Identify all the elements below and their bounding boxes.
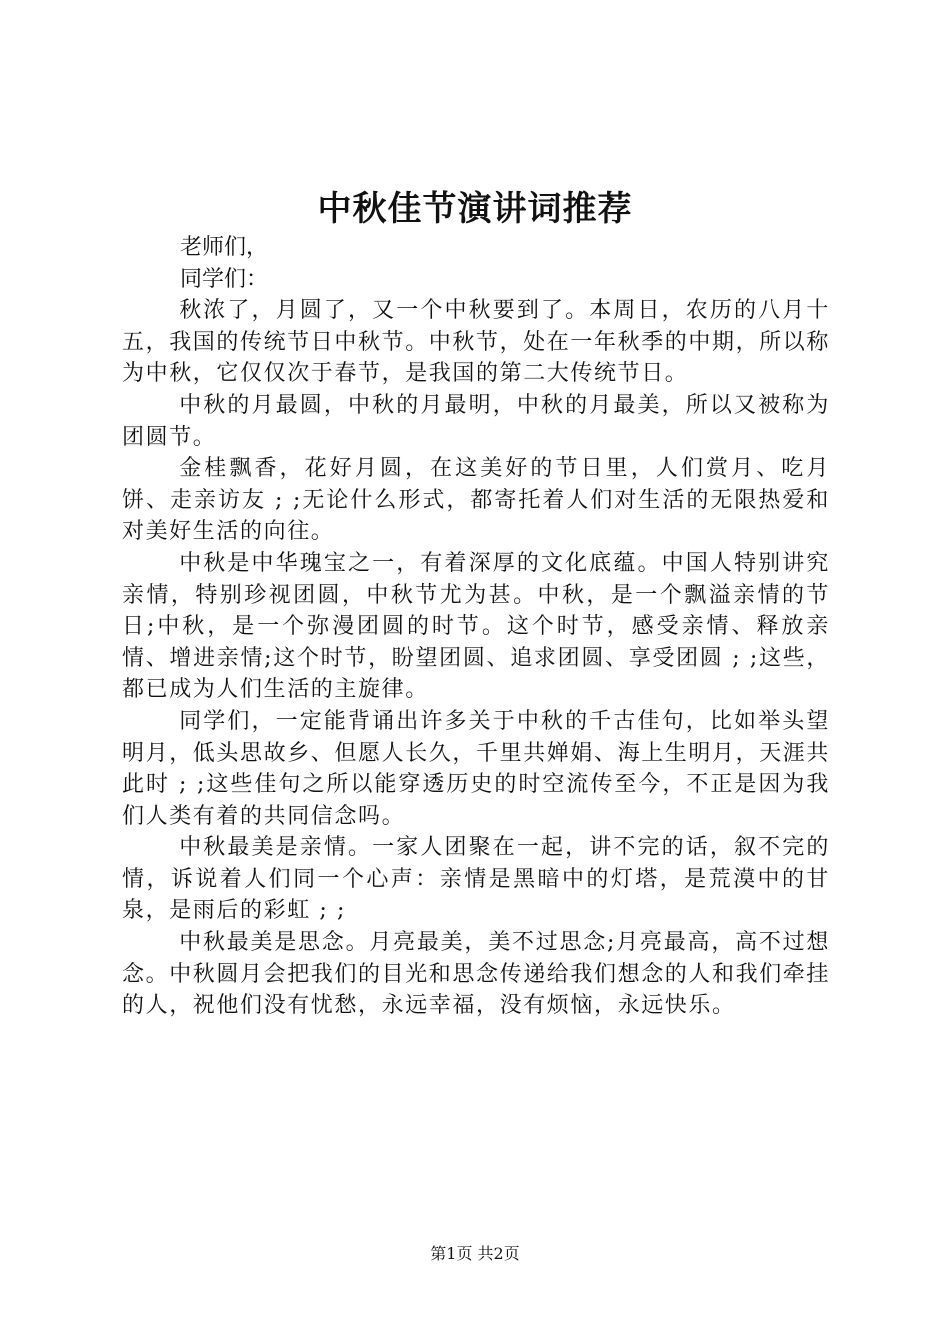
paragraph-5: 同学们，一定能背诵出许多关于中秋的千古佳句，比如举头望明月，低头思故乡、但愿人长久，千里共婵娟、海上生明月，天涯共此时 ; ;这些佳句之所以能穿透历史的时空流传至今，不正是因为我们人类有着的共同信念吗。	[122, 708, 831, 829]
paragraph-6: 中秋最美是亲情。一家人团聚在一起，讲不完的话，叙不完的情，诉说着人们同一个心声：亲情是黑暗中的灯塔，是荒漠中的甘泉，是雨后的彩虹 ; ;	[122, 835, 830, 924]
paragraph-3: 金桂飘香，花好月圆，在这美好的节日里，人们赏月、吃月饼、走亲访友 ; ;无论什么形式，都寄托着人们对生活的无限热爱和对美好生活的向往。	[122, 456, 830, 545]
document-body	[122, 232, 830, 1022]
document-title: 中秋佳节演讲词推荐	[317, 189, 633, 229]
salutation-students: 同学们：	[180, 266, 269, 292]
paragraph-2: 中秋的月最圆，中秋的月最明，中秋的月最美，所以又被称为团圆节。	[122, 392, 830, 450]
paragraph-4: 中秋是中华瑰宝之一，有着深厚的文化底蕴。中国人特别讲究亲情，特别珍视团圆，中秋节尤为甚。中秋，是一个飘溢亲情的节日;中秋，是一个弥漫团圆的时节。这个时节，感受亲情、释放亲情、增进亲情;这个时节，盼望团圆、追求团圆、享受团圆 ; ;这些，都已成为人们生活的主旋律。	[122, 550, 830, 703]
page-footer: 第1页 共2页	[430, 1244, 520, 1263]
salutation-teachers: 老师们，	[180, 235, 269, 260]
paragraph-1: 秋浓了，月圆了，又一个中秋要到了。本周日，农历的八月十五，我国的传统节日中秋节。中秋节，处在一年秋季的中期，所以称为中秋，它仅仅次于春节，是我国的第二大传统节日。	[122, 298, 831, 387]
paragraph-7: 中秋最美是思念。月亮最美，美不过思念;月亮最高，高不过想念。中秋圆月会把我们的目光和思念传递给我们想念的人和我们牵挂的人，祝他们没有忧愁，永远幸福，没有烦恼，永远快乐。	[122, 930, 831, 1019]
